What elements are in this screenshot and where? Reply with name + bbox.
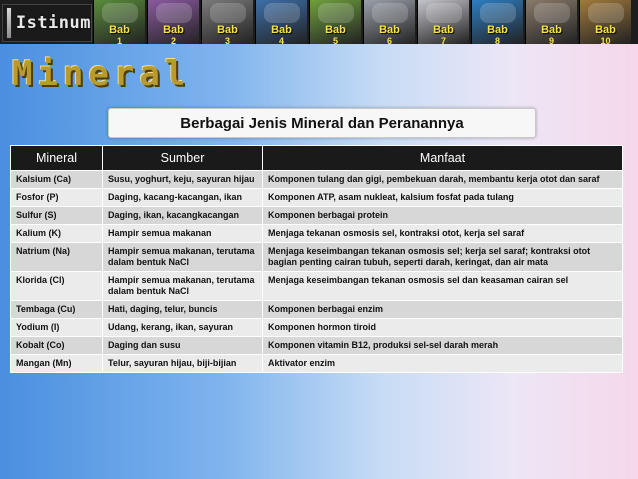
chapter-number: 7 [440,36,446,44]
chapter-number: 5 [332,36,338,44]
table-row [11,207,623,225]
cell-sumber: Daging, ikan, kacangkacangan [103,207,263,225]
header-mineral: Mineral [11,146,103,171]
chapter-number: 10 [600,36,611,44]
cell-manfaat: Aktivator enzim [263,355,623,373]
chapter-label: Bab [541,24,562,36]
chapter-label: Bab [595,24,616,36]
table-row [11,319,623,337]
table-row [11,337,623,355]
chapter-label: Bab [163,24,184,36]
cell-mineral: Kalium (K) [11,225,103,243]
chapter-button[interactable] [417,0,469,44]
table-header-row [11,146,623,171]
header-manfaat: Manfaat [263,146,623,171]
chapter-button[interactable] [525,0,577,44]
cell-sumber: Hampir semua makanan, terutama dalam bentuk NaCl [103,243,263,272]
chapter-button[interactable] [147,0,199,44]
cell-sumber: Udang, kerang, ikan, sayuran [103,319,263,337]
logo-mark-icon [6,7,12,39]
chapter-thumbnail-icon [480,3,516,23]
chapter-button[interactable] [579,0,631,44]
chapter-thumbnail-icon [210,3,246,23]
chapter-thumbnail-icon [534,3,570,23]
chapter-thumbnail-icon [156,3,192,23]
chapter-button[interactable] [309,0,361,44]
chapter-button[interactable] [93,0,145,44]
cell-manfaat: Komponen vitamin B12, produksi sel-sel darah merah [263,337,623,355]
chapter-number: 4 [278,36,284,44]
chapter-label: Bab [217,24,238,36]
cell-manfaat: Komponen hormon tiroid [263,319,623,337]
chapter-button[interactable] [201,0,253,44]
istinum-logo[interactable] [2,4,92,42]
cell-mineral: Yodium (I) [11,319,103,337]
cell-sumber: Hampir semua makanan, terutama dalam bentuk NaCl [103,272,263,301]
chapter-thumbnail-icon [372,3,408,23]
chapter-thumbnail-icon [588,3,624,23]
cell-manfaat: Menjaga keseimbangan tekanan osmosis sel dan keasaman cairan sel [263,272,623,301]
table-subtitle: Berbagai Jenis Mineral dan Peranannya [108,108,536,138]
chapter-menu [93,0,633,44]
top-navigation-bar [0,0,638,44]
chapter-label: Bab [433,24,454,36]
chapter-thumbnail-icon [102,3,138,23]
cell-sumber: Daging, kacang-kacangan, ikan [103,189,263,207]
chapter-number: 9 [548,36,554,44]
cell-manfaat: Komponen berbagai enzim [263,301,623,319]
chapter-button[interactable] [363,0,415,44]
table-row [11,355,623,373]
chapter-label: Bab [379,24,400,36]
chapter-number: 8 [494,36,500,44]
chapter-button[interactable] [471,0,523,44]
cell-sumber: Hampir semua makanan [103,225,263,243]
header-sumber: Sumber [103,146,263,171]
cell-manfaat: Komponen ATP, asam nukleat, kalsium fosfat pada tulang [263,189,623,207]
cell-manfaat: Menjaga keseimbangan tekanan osmosis sel; kerja sel saraf; kontraksi otot bagian penting cairan tubuh, seperti darah, keringat, dan air mata [263,243,623,272]
cell-sumber: Telur, sayuran hijau, biji-bijian [103,355,263,373]
chapter-number: 2 [170,36,176,44]
cell-mineral: Klorida (Cl) [11,272,103,301]
chapter-label: Bab [325,24,346,36]
chapter-label: Bab [487,24,508,36]
table-row [11,272,623,301]
table-row [11,171,623,189]
table-row [11,301,623,319]
cell-mineral: Tembaga (Cu) [11,301,103,319]
cell-mineral: Mangan (Mn) [11,355,103,373]
cell-mineral: Fosfor (P) [11,189,103,207]
logo-text: Istinum [15,13,91,33]
table-row [11,189,623,207]
chapter-thumbnail-icon [318,3,354,23]
chapter-thumbnail-icon [264,3,300,23]
table-row [11,243,623,272]
chapter-label: Bab [271,24,292,36]
chapter-button[interactable] [255,0,307,44]
cell-manfaat: Komponen tulang dan gigi, pembekuan darah, membantu kerja otot dan saraf [263,171,623,189]
chapter-number: 3 [224,36,230,44]
mineral-table [10,145,623,373]
chapter-label: Bab [109,24,130,36]
table-row [11,225,623,243]
chapter-number: 1 [116,36,122,44]
cell-manfaat: Komponen berbagai protein [263,207,623,225]
cell-manfaat: Menjaga tekanan osmosis sel, kontraksi otot, kerja sel saraf [263,225,623,243]
cell-sumber: Susu, yoghurt, keju, sayuran hijau [103,171,263,189]
cell-mineral: Natrium (Na) [11,243,103,272]
chapter-thumbnail-icon [426,3,462,23]
chapter-number: 6 [386,36,392,44]
cell-mineral: Sulfur (S) [11,207,103,225]
cell-mineral: Kalsium (Ca) [11,171,103,189]
page-title: Mineral [12,54,191,94]
cell-mineral: Kobalt (Co) [11,337,103,355]
cell-sumber: Daging dan susu [103,337,263,355]
cell-sumber: Hati, daging, telur, buncis [103,301,263,319]
